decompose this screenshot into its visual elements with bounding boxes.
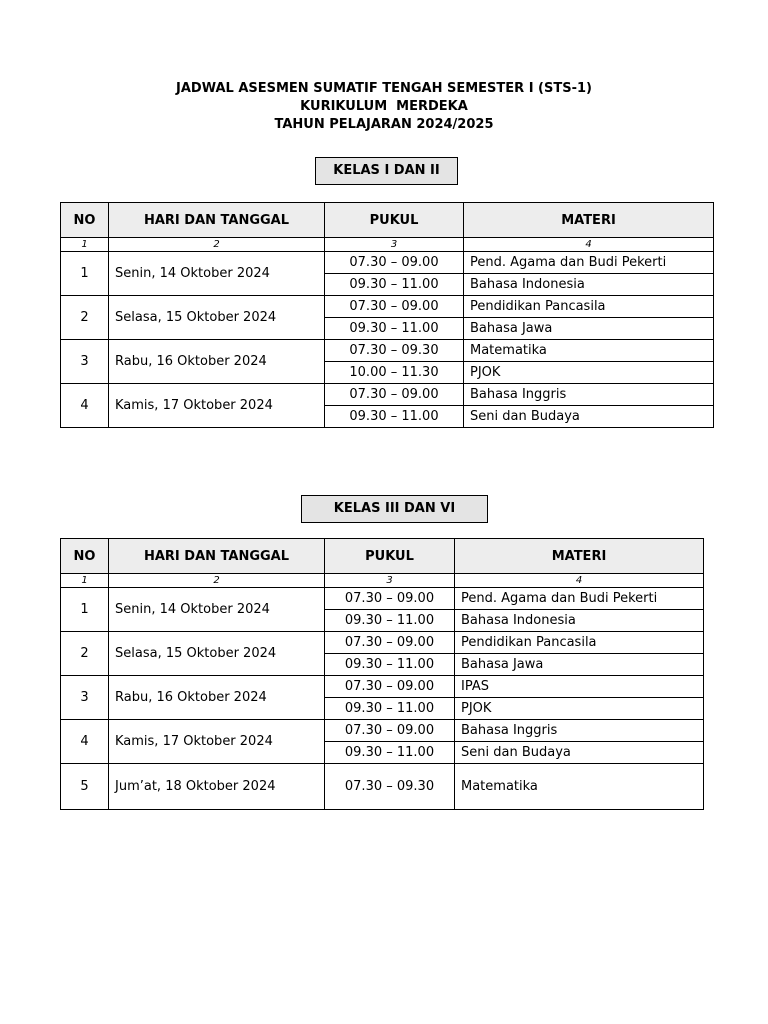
- subject-cell: Pend. Agama dan Budi Pekerti: [455, 588, 704, 610]
- day-date-cell: Senin, 14 Oktober 2024: [109, 588, 325, 632]
- header-no: NO: [61, 203, 109, 238]
- time-cell: 09.30 – 11.00: [325, 274, 464, 296]
- time-cell: 09.30 – 11.00: [325, 742, 455, 764]
- row-number: 1: [61, 252, 109, 296]
- time-cell: 07.30 – 09.00: [325, 384, 464, 406]
- day-date-cell: Kamis, 17 Oktober 2024: [109, 720, 325, 764]
- column-number: 3: [325, 574, 455, 588]
- table-row: [61, 632, 704, 654]
- header-date: HARI DAN TANGGAL: [109, 539, 325, 574]
- table-row: [61, 296, 714, 318]
- subject-cell: IPAS: [455, 676, 704, 698]
- subject-cell: Bahasa Inggris: [464, 384, 714, 406]
- subject-cell: Pendidikan Pancasila: [464, 296, 714, 318]
- header-no: NO: [61, 539, 109, 574]
- day-date-cell: Rabu, 16 Oktober 2024: [109, 676, 325, 720]
- title-line-2: KURIKULUM MERDEKA: [300, 99, 468, 114]
- day-date-cell: Jum’at, 18 Oktober 2024: [109, 764, 325, 810]
- subject-cell: Bahasa Jawa: [464, 318, 714, 340]
- column-number: 3: [325, 238, 464, 252]
- subject-cell: Bahasa Jawa: [455, 654, 704, 676]
- subject-cell: Pend. Agama dan Budi Pekerti: [464, 252, 714, 274]
- subject-cell: PJOK: [464, 362, 714, 384]
- schedule-table-kelas-3-6: [60, 538, 704, 810]
- time-cell: 09.30 – 11.00: [325, 318, 464, 340]
- time-cell: 07.30 – 09.00: [325, 588, 455, 610]
- header-time: PUKUL: [325, 539, 455, 574]
- day-date-cell: Selasa, 15 Oktober 2024: [109, 632, 325, 676]
- day-date-cell: Kamis, 17 Oktober 2024: [109, 384, 325, 428]
- title-line-1: JADWAL ASESMEN SUMATIF TENGAH SEMESTER I (STS-1): [176, 81, 592, 96]
- column-number: 1: [61, 238, 109, 252]
- table-row: [61, 384, 714, 406]
- time-cell: 09.30 – 11.00: [325, 610, 455, 632]
- subject-cell: Matematika: [455, 764, 704, 810]
- header-subject: MATERI: [455, 539, 704, 574]
- row-number: 2: [61, 296, 109, 340]
- row-number: 3: [61, 340, 109, 384]
- time-cell: 07.30 – 09.30: [325, 764, 455, 810]
- time-cell: 07.30 – 09.00: [325, 296, 464, 318]
- subject-cell: Bahasa Indonesia: [455, 610, 704, 632]
- header-subject: MATERI: [464, 203, 714, 238]
- column-number: 2: [109, 574, 325, 588]
- time-cell: 09.30 – 11.00: [325, 654, 455, 676]
- schedule-table-kelas-1-2: [60, 202, 714, 428]
- subject-cell: PJOK: [455, 698, 704, 720]
- time-cell: 09.30 – 11.00: [325, 698, 455, 720]
- table-row: [61, 588, 704, 610]
- column-number: 4: [455, 574, 704, 588]
- table-row: [61, 764, 704, 810]
- day-date-cell: Selasa, 15 Oktober 2024: [109, 296, 325, 340]
- row-number: 1: [61, 588, 109, 632]
- table-row: [61, 252, 714, 274]
- row-number: 2: [61, 632, 109, 676]
- time-cell: 10.00 – 11.30: [325, 362, 464, 384]
- row-number: 5: [61, 764, 109, 810]
- subject-cell: Seni dan Budaya: [464, 406, 714, 428]
- section-label-kelas-1-2: KELAS I DAN II: [315, 157, 458, 185]
- header-time: PUKUL: [325, 203, 464, 238]
- day-date-cell: Senin, 14 Oktober 2024: [109, 252, 325, 296]
- table-row: [61, 720, 704, 742]
- column-number: 2: [109, 238, 325, 252]
- row-number: 4: [61, 384, 109, 428]
- time-cell: 07.30 – 09.30: [325, 340, 464, 362]
- section-label-kelas-3-6: KELAS III DAN VI: [301, 495, 488, 523]
- time-cell: 07.30 – 09.00: [325, 252, 464, 274]
- table-row: [61, 340, 714, 362]
- table-row: [61, 676, 704, 698]
- subject-cell: Matematika: [464, 340, 714, 362]
- column-number: 1: [61, 574, 109, 588]
- time-cell: 09.30 – 11.00: [325, 406, 464, 428]
- title-line-3: TAHUN PELAJARAN 2024/2025: [274, 117, 494, 132]
- time-cell: 07.30 – 09.00: [325, 720, 455, 742]
- document-title: [0, 80, 768, 134]
- subject-cell: Bahasa Inggris: [455, 720, 704, 742]
- row-number: 3: [61, 676, 109, 720]
- day-date-cell: Rabu, 16 Oktober 2024: [109, 340, 325, 384]
- subject-cell: Seni dan Budaya: [455, 742, 704, 764]
- row-number: 4: [61, 720, 109, 764]
- subject-cell: Pendidikan Pancasila: [455, 632, 704, 654]
- header-date: HARI DAN TANGGAL: [109, 203, 325, 238]
- column-number: 4: [464, 238, 714, 252]
- time-cell: 07.30 – 09.00: [325, 676, 455, 698]
- time-cell: 07.30 – 09.00: [325, 632, 455, 654]
- subject-cell: Bahasa Indonesia: [464, 274, 714, 296]
